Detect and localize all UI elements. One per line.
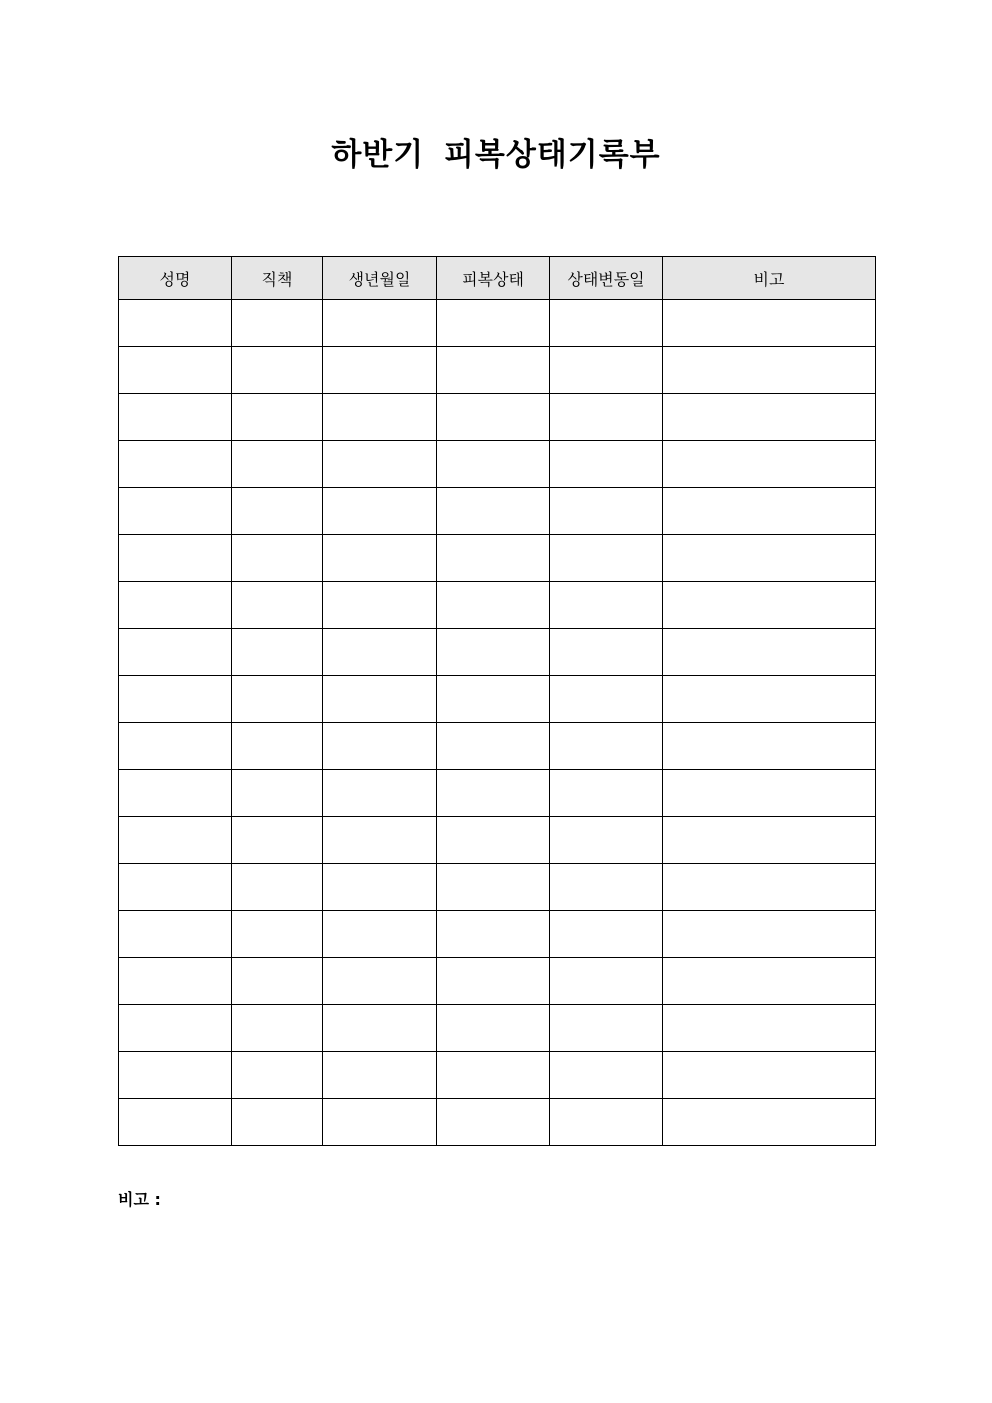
table-cell[interactable] <box>119 582 232 629</box>
table-cell[interactable] <box>663 300 876 347</box>
table-row <box>119 535 876 582</box>
table-cell[interactable] <box>323 441 437 488</box>
table-cell[interactable] <box>119 441 232 488</box>
table-cell[interactable] <box>323 535 437 582</box>
document-title: 하반기 피복상태기록부 <box>331 137 661 173</box>
table-cell[interactable] <box>323 347 437 394</box>
table-cell[interactable] <box>550 723 663 770</box>
table-cell[interactable] <box>323 488 437 535</box>
table-cell[interactable] <box>323 723 437 770</box>
table-cell[interactable] <box>232 911 323 958</box>
table-cell[interactable] <box>232 1099 323 1146</box>
table-cell[interactable] <box>119 676 232 723</box>
table-cell[interactable] <box>437 347 550 394</box>
table-cell[interactable] <box>550 1099 663 1146</box>
table-cell[interactable] <box>550 864 663 911</box>
table-cell[interactable] <box>550 488 663 535</box>
table-cell[interactable] <box>323 1099 437 1146</box>
table-cell[interactable] <box>437 488 550 535</box>
table-cell[interactable] <box>550 394 663 441</box>
table-cell[interactable] <box>232 300 323 347</box>
header-clothing-condition: 피복상태 <box>437 257 550 300</box>
table-cell[interactable] <box>119 1099 232 1146</box>
table-cell[interactable] <box>663 676 876 723</box>
table-cell[interactable] <box>663 864 876 911</box>
table-row <box>119 676 876 723</box>
table-cell[interactable] <box>437 770 550 817</box>
table-cell[interactable] <box>437 676 550 723</box>
table-cell[interactable] <box>232 347 323 394</box>
header-change-date: 상태변동일 <box>550 257 663 300</box>
table-cell[interactable] <box>232 488 323 535</box>
table-cell[interactable] <box>550 582 663 629</box>
table-cell[interactable] <box>437 441 550 488</box>
table-cell[interactable] <box>663 911 876 958</box>
table-cell[interactable] <box>232 864 323 911</box>
table-cell[interactable] <box>437 629 550 676</box>
table-cell[interactable] <box>119 394 232 441</box>
table-cell[interactable] <box>437 535 550 582</box>
table-cell[interactable] <box>663 488 876 535</box>
table-cell[interactable] <box>550 1052 663 1099</box>
table-cell[interactable] <box>663 629 876 676</box>
table-cell[interactable] <box>550 535 663 582</box>
table-cell[interactable] <box>232 582 323 629</box>
table-cell[interactable] <box>550 300 663 347</box>
table-cell[interactable] <box>232 770 323 817</box>
table-cell[interactable] <box>119 1052 232 1099</box>
table-cell[interactable] <box>232 535 323 582</box>
table-cell[interactable] <box>437 394 550 441</box>
table-row <box>119 1005 876 1052</box>
table-cell[interactable] <box>232 817 323 864</box>
table-body <box>119 300 876 1146</box>
table-cell[interactable] <box>323 582 437 629</box>
table-cell[interactable] <box>550 911 663 958</box>
table-row <box>119 582 876 629</box>
table-row <box>119 770 876 817</box>
table-cell[interactable] <box>119 629 232 676</box>
table-cell[interactable] <box>550 770 663 817</box>
table-cell[interactable] <box>550 629 663 676</box>
table-cell[interactable] <box>119 864 232 911</box>
table-cell[interactable] <box>437 1099 550 1146</box>
table-cell[interactable] <box>232 394 323 441</box>
table-cell[interactable] <box>119 958 232 1005</box>
table-cell[interactable] <box>323 629 437 676</box>
table-cell[interactable] <box>323 911 437 958</box>
table-cell[interactable] <box>323 394 437 441</box>
header-remarks: 비고 <box>663 257 876 300</box>
table-cell[interactable] <box>119 723 232 770</box>
table-cell[interactable] <box>232 1005 323 1052</box>
table-row <box>119 1052 876 1099</box>
table-cell[interactable] <box>232 958 323 1005</box>
table-cell[interactable] <box>119 817 232 864</box>
table-cell[interactable] <box>663 394 876 441</box>
table-cell[interactable] <box>323 300 437 347</box>
table-cell[interactable] <box>232 629 323 676</box>
table-cell[interactable] <box>437 958 550 1005</box>
table-cell[interactable] <box>119 488 232 535</box>
table-cell[interactable] <box>232 1052 323 1099</box>
table-header-row <box>119 257 876 300</box>
table-cell[interactable] <box>437 300 550 347</box>
header-birthdate: 생년월일 <box>323 257 437 300</box>
header-position: 직책 <box>232 257 323 300</box>
table-row <box>119 441 876 488</box>
table-cell[interactable] <box>323 770 437 817</box>
table-cell[interactable] <box>550 676 663 723</box>
table-row <box>119 629 876 676</box>
table-cell[interactable] <box>663 535 876 582</box>
table-cell[interactable] <box>437 911 550 958</box>
table-cell[interactable] <box>550 1005 663 1052</box>
table-cell[interactable] <box>437 817 550 864</box>
table-cell[interactable] <box>663 817 876 864</box>
table-cell[interactable] <box>663 1005 876 1052</box>
table-cell[interactable] <box>550 817 663 864</box>
table-cell[interactable] <box>437 723 550 770</box>
table-cell[interactable] <box>663 723 876 770</box>
table-row <box>119 347 876 394</box>
table-cell[interactable] <box>232 723 323 770</box>
table-cell[interactable] <box>550 958 663 1005</box>
table-row <box>119 864 876 911</box>
clothing-record-table <box>118 256 876 1146</box>
table-cell[interactable] <box>663 958 876 1005</box>
table-cell[interactable] <box>119 535 232 582</box>
header-name: 성명 <box>119 257 232 300</box>
table-cell[interactable] <box>437 1052 550 1099</box>
table-cell[interactable] <box>323 1052 437 1099</box>
table-cell[interactable] <box>232 441 323 488</box>
table-cell[interactable] <box>663 1052 876 1099</box>
table-cell[interactable] <box>663 770 876 817</box>
table-cell[interactable] <box>323 958 437 1005</box>
table-cell[interactable] <box>663 1099 876 1146</box>
table-cell[interactable] <box>663 347 876 394</box>
table-cell[interactable] <box>550 347 663 394</box>
table-cell[interactable] <box>663 582 876 629</box>
remarks-label: 비고 : <box>118 1190 161 1209</box>
table-row <box>119 817 876 864</box>
table-cell[interactable] <box>119 770 232 817</box>
table-row <box>119 394 876 441</box>
table-row <box>119 488 876 535</box>
table-cell[interactable] <box>323 864 437 911</box>
table-cell[interactable] <box>119 1005 232 1052</box>
table-row <box>119 723 876 770</box>
table-cell[interactable] <box>232 676 323 723</box>
table-row <box>119 300 876 347</box>
table-cell[interactable] <box>550 441 663 488</box>
table-row <box>119 958 876 1005</box>
table-cell[interactable] <box>119 347 232 394</box>
table-cell[interactable] <box>323 676 437 723</box>
table-cell[interactable] <box>437 582 550 629</box>
table-row <box>119 1099 876 1146</box>
table-cell[interactable] <box>323 817 437 864</box>
table-cell[interactable] <box>119 911 232 958</box>
table-cell[interactable] <box>663 441 876 488</box>
table-cell[interactable] <box>119 300 232 347</box>
table-cell[interactable] <box>437 864 550 911</box>
table-cell[interactable] <box>323 1005 437 1052</box>
table-row <box>119 911 876 958</box>
table-cell[interactable] <box>437 1005 550 1052</box>
